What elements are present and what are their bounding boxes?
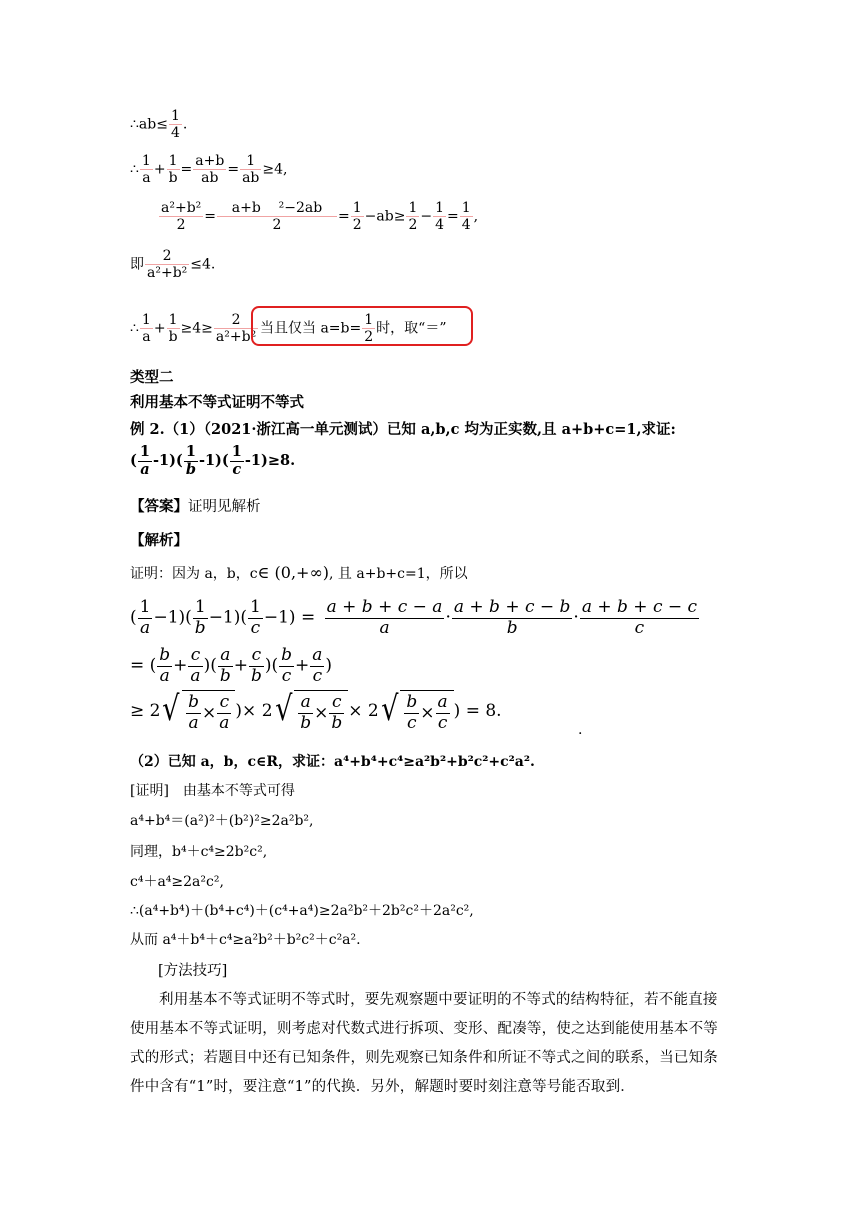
denominator: 2 (408, 217, 418, 234)
proof-intro-text: 证明：因为 a，b，c (130, 566, 258, 582)
numerator: 1 (435, 200, 445, 216)
operator: + (173, 655, 188, 676)
numerator: a + b + c − a (326, 597, 443, 617)
numerator: a+b ²−2ab (231, 200, 323, 216)
sqrt (160, 690, 235, 733)
denominator: 4 (170, 125, 180, 142)
denominator: a (159, 665, 170, 686)
expr-part: -1)( (198, 452, 229, 470)
denominator: c (437, 712, 448, 733)
line-suffix: . (182, 116, 188, 133)
answer-text: 证明见解析 (188, 499, 261, 515)
part2-line-3: 同理，b⁴＋c⁴≥2b²c², (130, 844, 268, 860)
operator: × (314, 703, 329, 724)
interval: ∈ (0,+∞) (257, 563, 330, 582)
condition-suffix: 时，取“＝” (376, 320, 447, 337)
denominator: c (312, 665, 323, 686)
fraction (159, 200, 203, 233)
line-conclusion (130, 312, 259, 345)
condition-note (260, 312, 446, 345)
numerator: c (332, 692, 342, 712)
denominator: a (190, 665, 201, 686)
line-prefix: 即 (130, 256, 144, 273)
denominator: 4 (461, 217, 471, 234)
fraction (240, 153, 261, 186)
denominator: b (219, 665, 231, 686)
numerator: 1 (141, 153, 151, 169)
fraction (169, 108, 182, 141)
operator: = (227, 161, 240, 178)
trailing-dot: . (578, 722, 583, 738)
denominator: a (142, 329, 151, 346)
denominator: b (506, 617, 518, 638)
line-prefix: ∴ab≤ (130, 116, 168, 133)
denominator: c (281, 665, 292, 686)
fraction (406, 200, 419, 233)
operator: + (153, 161, 166, 178)
expr-part: = ( (130, 655, 157, 676)
fraction (217, 693, 231, 733)
radical-sign: √ (162, 689, 180, 729)
denominator: b (300, 712, 312, 733)
proof-row-2 (130, 646, 332, 686)
denominator: 2 (364, 329, 374, 346)
denominator: ab (242, 170, 260, 187)
fraction (580, 598, 699, 638)
numerator: a (437, 692, 448, 712)
example-label: 例 2.（1）（2021·浙江高一单元测试）已知 a,b,c 均为正实数,且 a+b+c=1,求证: (130, 421, 676, 438)
operator: = (204, 208, 216, 225)
fraction (140, 312, 153, 345)
denominator: c (250, 617, 261, 638)
operator: + (295, 655, 310, 676)
numerator: 1 (408, 200, 418, 216)
operator: × (202, 703, 217, 724)
numerator: 1 (170, 108, 180, 124)
expr-part: ) (325, 655, 333, 676)
fraction (325, 598, 445, 638)
line-suffix: ≤4. (190, 256, 216, 273)
numerator: a (220, 645, 231, 665)
operator: + (153, 320, 166, 337)
numerator: 1 (141, 312, 151, 328)
numerator: b (406, 692, 418, 712)
part2-line-2: a⁴+b⁴＝(a²)²＋(b²)²≥2a²b², (130, 813, 314, 829)
denominator: 4 (435, 217, 445, 234)
example-expression (130, 444, 295, 478)
denominator: a (139, 617, 151, 638)
denominator: c (634, 617, 645, 638)
fraction (138, 598, 153, 638)
sqrt (273, 690, 349, 733)
numerator: 1 (246, 153, 256, 169)
denominator: a²+b² (215, 329, 257, 346)
operator: · (445, 607, 451, 628)
part2-line-5: ∴(a⁴+b⁴)＋(b⁴+c⁴)＋(c⁴+a⁴)≥2a²b²＋2b²c²＋2a²c², (130, 903, 474, 919)
fraction (329, 693, 344, 733)
fraction (157, 646, 172, 686)
fraction (138, 444, 152, 478)
fraction (193, 598, 208, 638)
proof-intro (130, 563, 468, 583)
answer-line (130, 495, 261, 516)
operator: ≥4≥ (180, 320, 213, 337)
fraction (310, 646, 324, 686)
numerator: b (188, 692, 200, 712)
expr-part: )× 2 (235, 701, 273, 722)
fraction (298, 693, 313, 733)
expr-part: −1)( (153, 607, 192, 628)
denominator: b (168, 329, 178, 346)
numerator: 1 (185, 443, 196, 460)
fraction (433, 200, 446, 233)
fraction (167, 312, 180, 345)
denominator: 2 (176, 217, 186, 234)
fraction (404, 693, 419, 733)
operator: × (420, 703, 435, 724)
operator: − (420, 208, 433, 225)
fraction (140, 153, 153, 186)
numerator: c (190, 645, 201, 665)
denominator: a (140, 460, 150, 478)
numerator: 1 (194, 597, 206, 617)
numerator: b (281, 645, 293, 665)
method-heading: [方法技巧] (158, 963, 228, 979)
numerator: 1 (364, 312, 374, 328)
proof-intro-tail: , 且 a+b+c=1，所以 (329, 566, 468, 582)
line-mean-of-squares (158, 200, 478, 233)
fraction (351, 200, 364, 233)
fraction (145, 248, 189, 281)
denominator: a (379, 617, 390, 638)
sqrt (379, 690, 454, 733)
numerator: 1 (168, 153, 178, 169)
fraction (248, 598, 263, 638)
fraction (193, 153, 226, 186)
denominator: b (250, 665, 262, 686)
fraction (460, 200, 473, 233)
expr-part: −1) = (263, 607, 316, 628)
expr-part: -1)( (152, 452, 183, 470)
fraction (279, 646, 294, 686)
radicand (294, 690, 348, 733)
denominator: 2 (352, 217, 362, 234)
denominator: a²+b² (147, 265, 188, 282)
fraction (188, 646, 202, 686)
fraction (218, 646, 233, 686)
numerator: a²+b² (161, 200, 202, 216)
numerator: 1 (139, 443, 150, 460)
denominator: b (168, 170, 178, 187)
numerator: a (312, 645, 323, 665)
operator: = (180, 161, 193, 178)
proof-row-3 (130, 690, 502, 733)
proof-row-1 (130, 598, 700, 638)
denominator: c (407, 712, 417, 733)
numerator: a + b + c − b (453, 597, 571, 617)
numerator: c (219, 692, 230, 712)
type-title: 利用基本不等式证明不等式 (130, 394, 304, 411)
numerator: 1 (139, 597, 151, 617)
method-paragraph: 利用基本不等式证明不等式时，要先观察题中要证明的不等式的结构特征，若不能直接使用基本不等式证明，则考虑对代数式进行拆项、变形、配凑等，使之达到能使用基本不等式的形式；若题目中还有已知条件，则先观察已知条件和所证不等式之间的联系，当已知条件中含有“1”时，要注意“1”的代换．另外，解题时要时刻注意等号能否取到． (130, 992, 718, 1095)
numerator: 1 (352, 200, 362, 216)
numerator: 1 (168, 312, 178, 328)
fraction (362, 312, 375, 345)
denominator: b (185, 460, 196, 478)
line-suffix: ≥4, (262, 161, 288, 178)
expr-part: -1)≥8. (244, 452, 296, 470)
line-ab-le-quarter (130, 108, 187, 141)
expr-part: −1)( (208, 607, 248, 628)
part2-line-6: 从而 a⁴＋b⁴＋c⁴≥a²b²＋b²c²＋c²a². (130, 932, 361, 948)
expr-part: ) = 8. (453, 701, 502, 722)
numerator: 1 (250, 597, 261, 617)
numerator: b (159, 645, 171, 665)
fraction (184, 444, 198, 478)
denominator: c (232, 460, 242, 478)
part2-line-4: c⁴＋a⁴≥2a²c², (130, 874, 224, 890)
denominator: ab (201, 170, 219, 187)
radical-sign: √ (274, 689, 293, 729)
operator: = (447, 208, 459, 225)
fraction (167, 153, 180, 186)
numerator: 1 (231, 443, 242, 460)
part2-title: （2）已知 a，b，c∈R，求证：a⁴+b⁴+c⁴≥a²b²+b²c²+c²a². (130, 754, 535, 770)
operator: = (338, 208, 350, 225)
denominator: a (142, 170, 151, 187)
numerator: 1 (461, 200, 471, 216)
fraction (217, 200, 337, 233)
denominator: 2 (272, 217, 282, 234)
fraction (249, 646, 264, 686)
operator: · (573, 607, 579, 628)
denominator: b (331, 712, 343, 733)
denominator: a (188, 712, 199, 733)
denominator: a (219, 712, 230, 733)
numerator: 2 (231, 312, 241, 328)
expr-part: )( (264, 655, 279, 676)
expr-part: ≥ 2 (130, 701, 161, 722)
paren: ( (130, 607, 137, 628)
operator: −ab≥ (364, 208, 406, 225)
numerator: a + b + c − c (581, 597, 698, 617)
line-prefix: ∴ (130, 161, 139, 178)
fraction (230, 444, 244, 478)
radicand (400, 690, 453, 733)
type-heading: 类型二 (130, 369, 174, 386)
numerator: a+b (195, 153, 225, 169)
radical-sign: √ (380, 689, 399, 729)
expr-part: )( (203, 655, 217, 676)
answer-label: 【答案】 (130, 498, 188, 515)
denominator: b (194, 617, 206, 638)
line-suffix: , (473, 208, 479, 225)
expr-part: × 2 (348, 701, 379, 722)
part2-line-1: [证明] 由基本不等式可得 (130, 783, 295, 799)
paren: ( (130, 452, 137, 470)
line-ji (130, 248, 215, 281)
condition-text: 当且仅当 a=b= (260, 320, 362, 337)
fraction (436, 693, 450, 733)
operator: + (233, 655, 248, 676)
numerator: c (251, 645, 262, 665)
numerator: 2 (162, 248, 172, 264)
line-prefix: ∴ (130, 320, 139, 337)
numerator: a (300, 692, 311, 712)
analysis-label: 【解析】 (130, 532, 188, 549)
fraction (186, 693, 201, 733)
radicand (182, 690, 235, 733)
line-sum-reciprocals (130, 153, 287, 186)
fraction (452, 598, 573, 638)
